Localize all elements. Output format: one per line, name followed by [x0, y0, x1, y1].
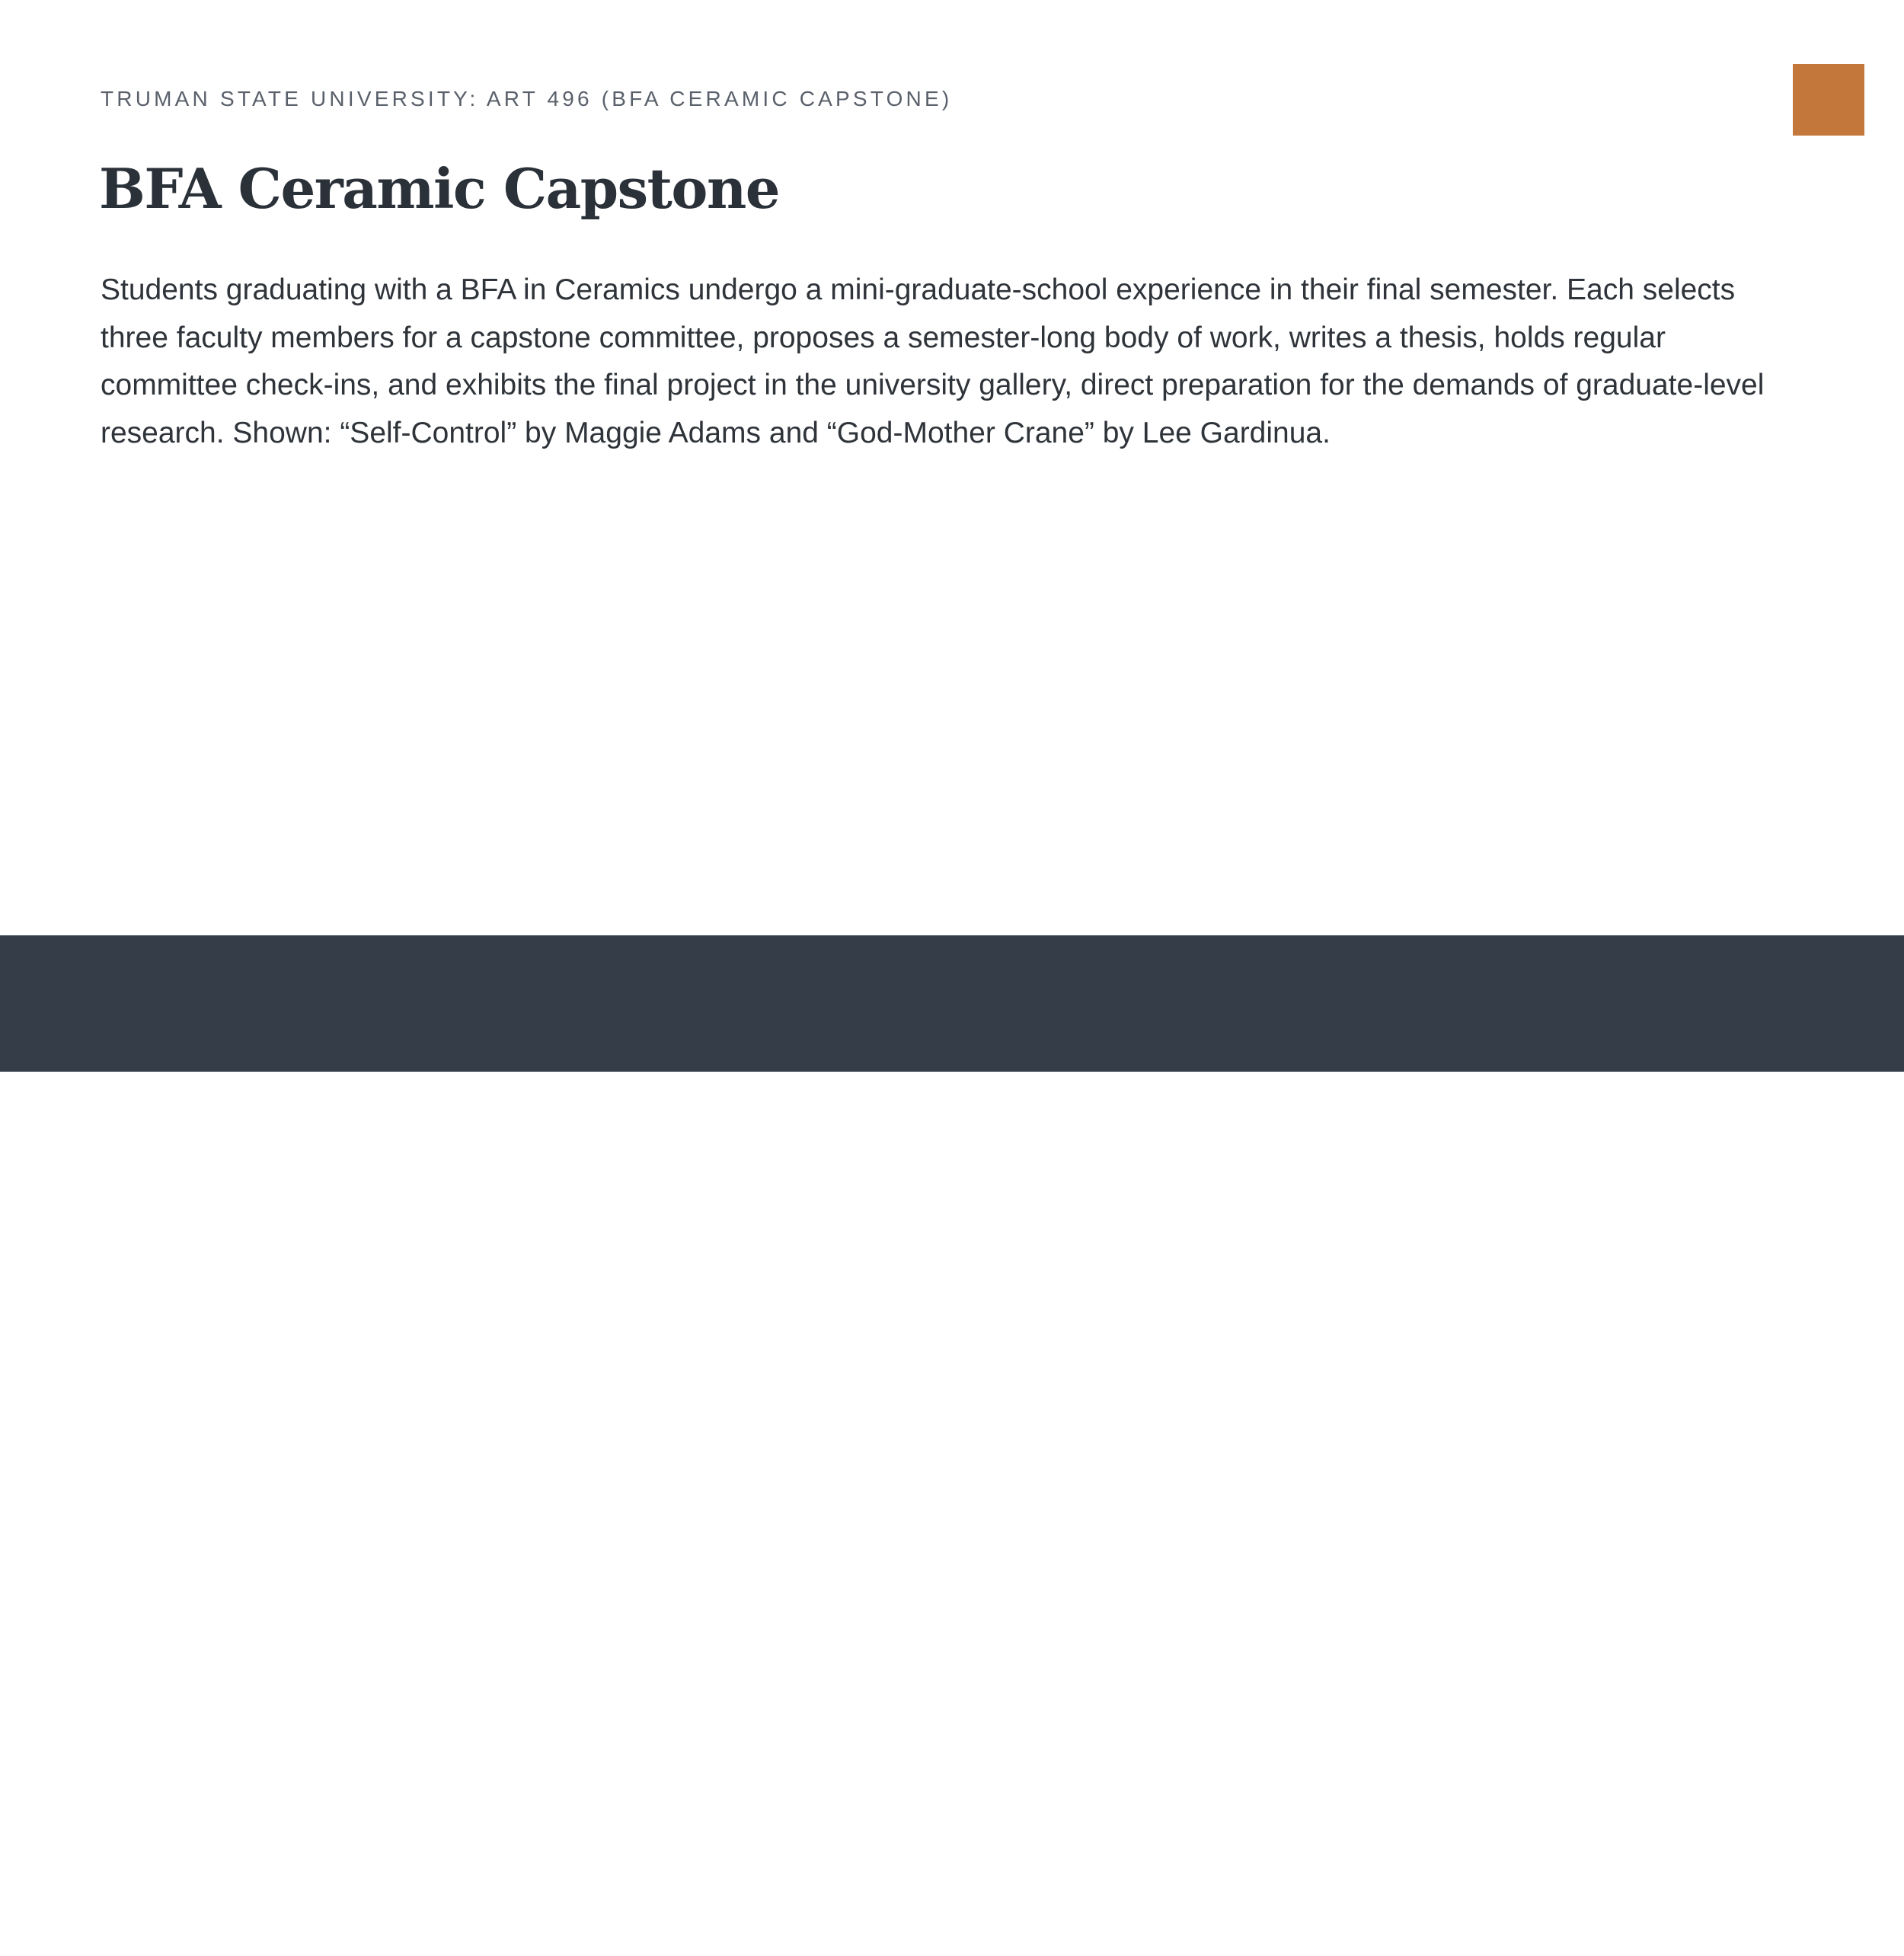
- image-caption: Maggie Adams, “Self-Control,” earthenware, plaster, fiber & found objects (2021): [101, 1925, 1023, 1954]
- caption-footer: [0, 935, 1904, 1954]
- course-eyebrow: TRUMAN STATE UNIVERSITY: ART 496 (BFA CERAMIC CAPSTONE): [101, 87, 953, 110]
- slide-title: BFA Ceramic Capstone: [99, 156, 780, 221]
- accent-square: [1793, 64, 1864, 136]
- body-paragraph: Students graduating with a BFA in Ceramics undergo a mini-graduate-school experience in their final semester. Each selects three faculty members for a capstone committee, proposes a semester-long body of work, writes a thesis, holds regular committee check-ins, and exhibits the final project in the university gallery, direct preparation for the demands of graduate-level research. Shown: “Self-Control” by Maggie Adams and “God-Mother Crane” by Lee Gardinua.: [101, 273, 1765, 449]
